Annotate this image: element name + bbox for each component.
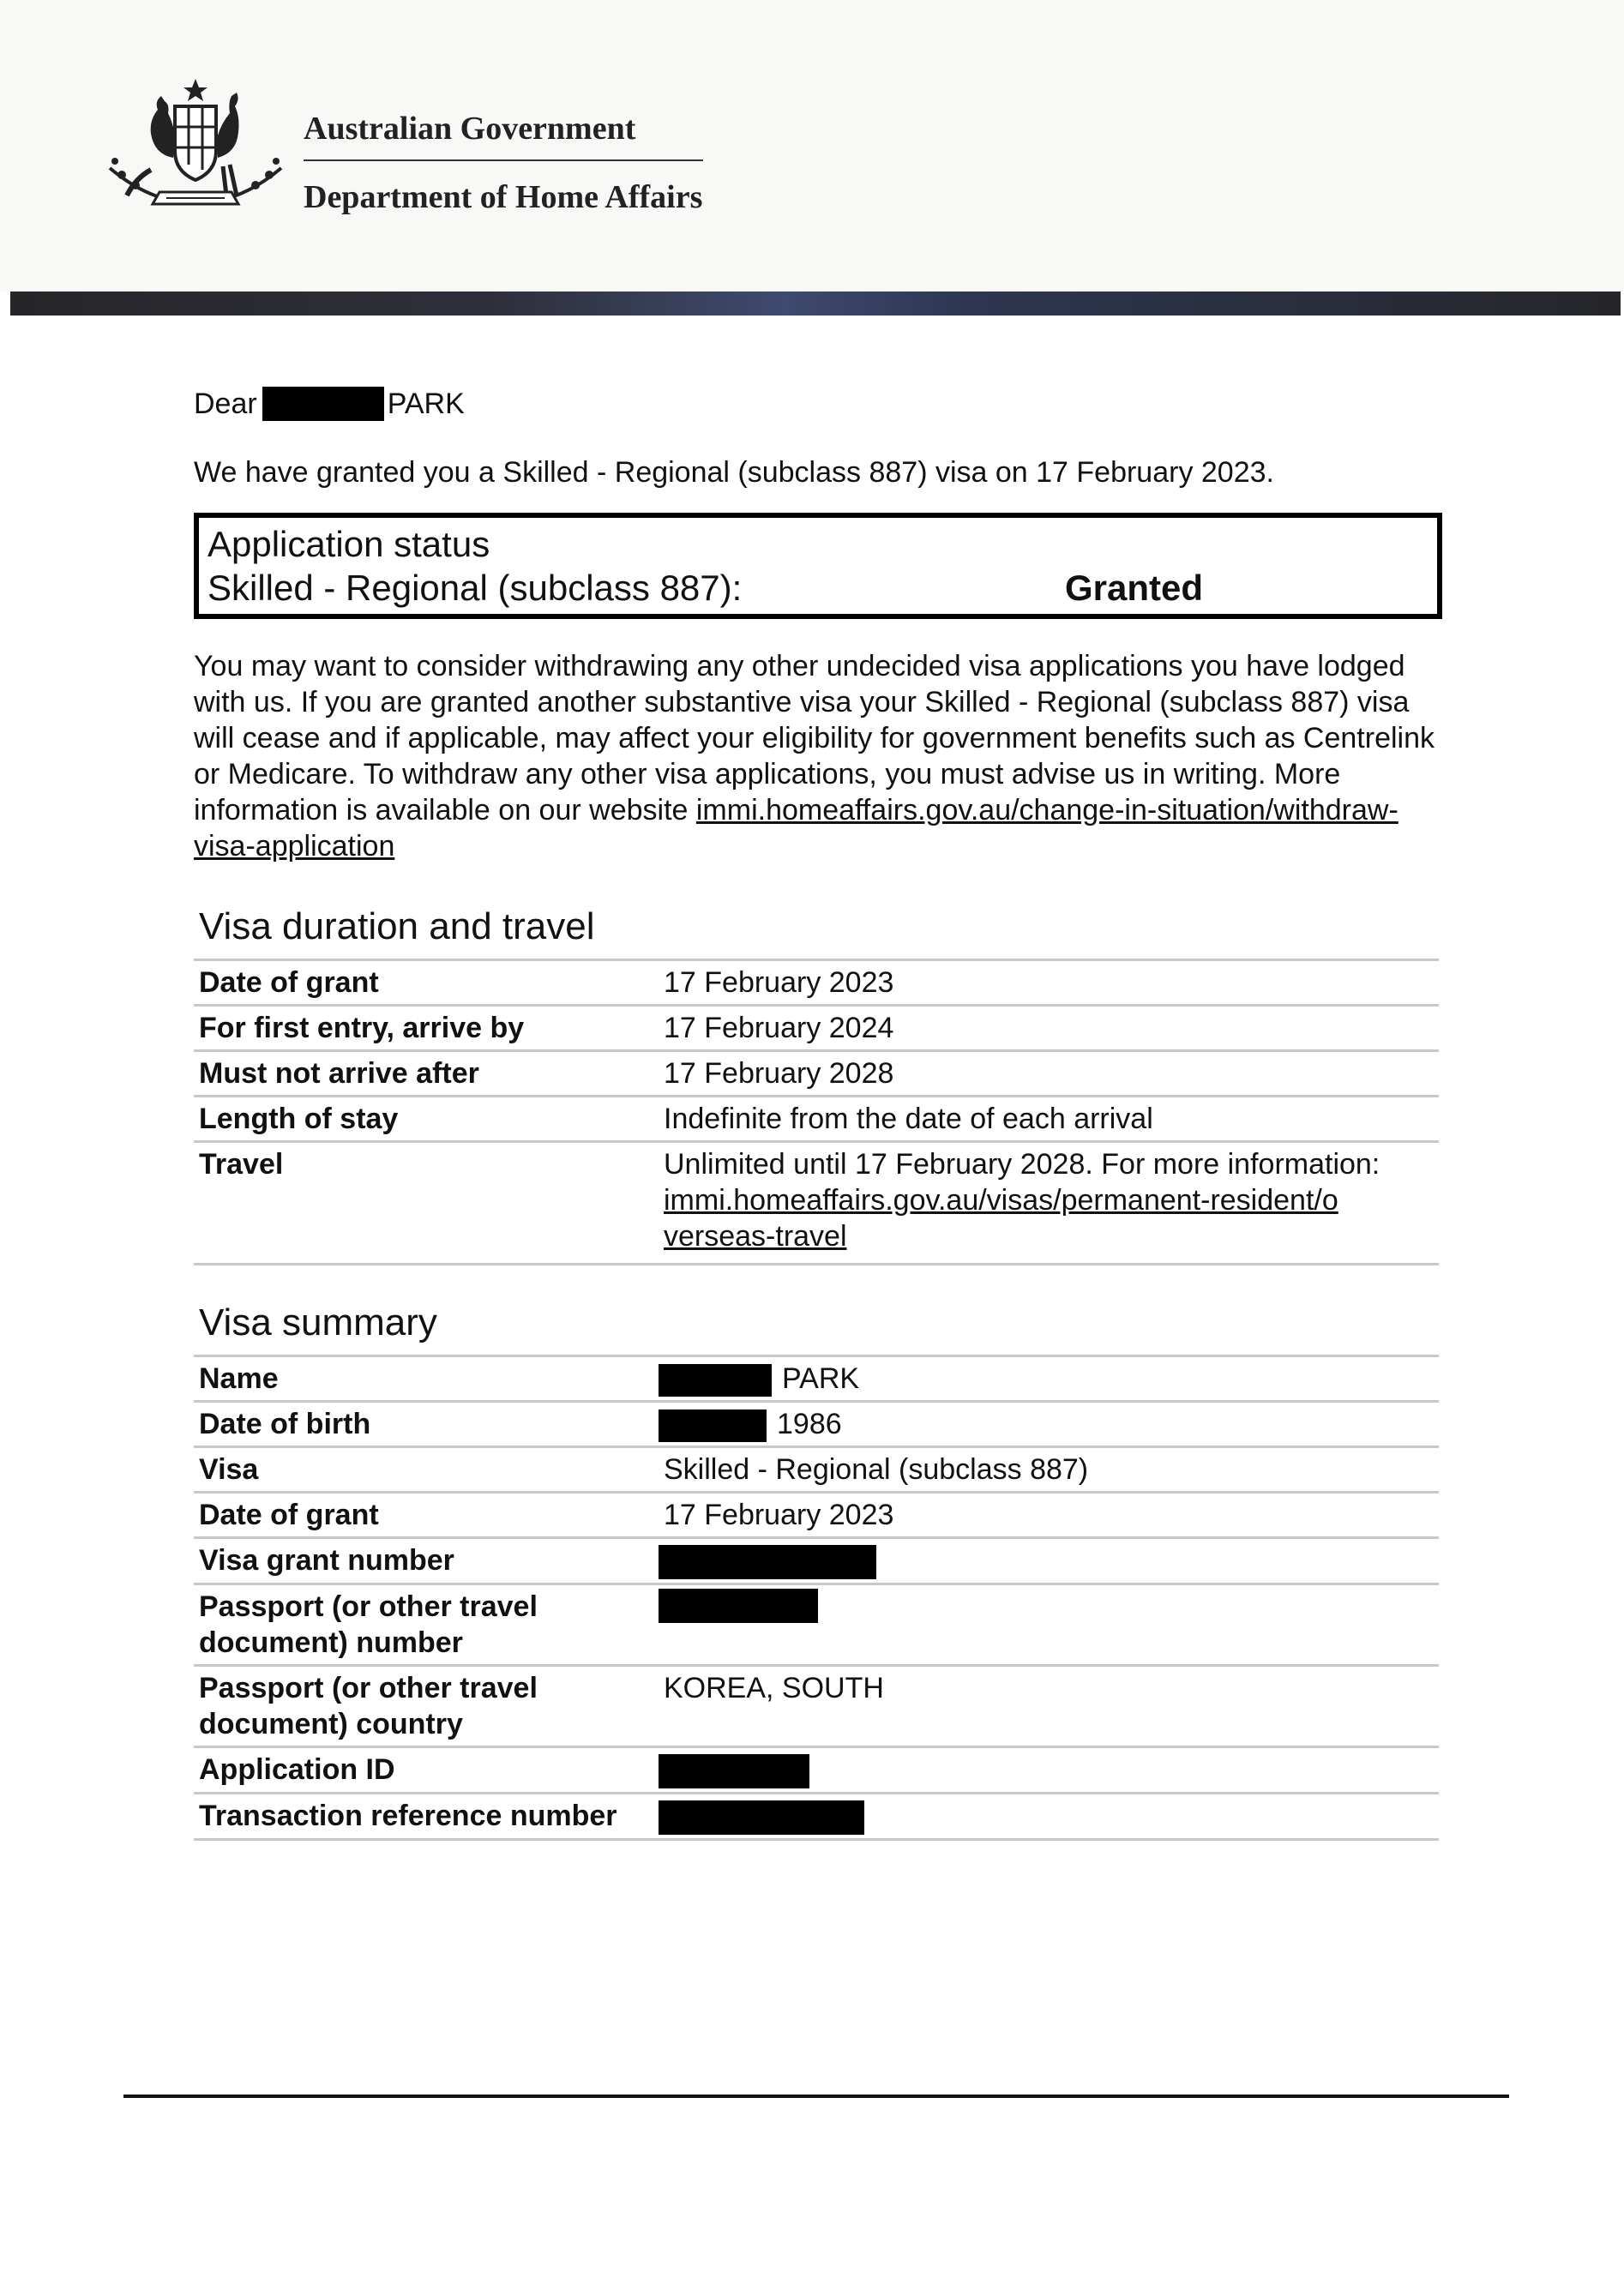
row-value: KOREA, SOUTH [653, 1666, 1439, 1747]
redacted-given-name [262, 387, 384, 421]
grant-intro: We have granted you a Skilled - Regional (subclass 887) visa on 17 February 2023. [194, 456, 1274, 489]
overseas-travel-link[interactable]: immi.homeaffairs.gov.au/visas/permanent-resident/overseas-travel [664, 1184, 1338, 1253]
visa-summary-table [194, 1355, 1439, 1841]
withdraw-advice-text: You may want to consider withdrawing any other undecided visa applications you have lodged with us. If you are granted another substantive visa your Skilled - Regional (subclass 887) visa will cease and if applicable, may affect your eligibility for government benefits such as Centrelink or Medicare. To withdraw any other visa applications, you must advise us in writing. More information is available on our website [194, 650, 1435, 826]
redacted-visa-grant-number [659, 1545, 876, 1579]
footer-rule [123, 2095, 1509, 2098]
row-value: Skilled - Regional (subclass 887) [653, 1447, 1439, 1493]
table-row [194, 1447, 1439, 1493]
withdraw-advice [194, 648, 1439, 864]
travel-text: Unlimited until 17 February 2028. For more information: [664, 1148, 1380, 1181]
row-value [653, 1747, 1439, 1794]
table-row [194, 1097, 1439, 1142]
row-value [653, 1538, 1439, 1584]
row-value [653, 1142, 1439, 1265]
application-status-box [194, 513, 1442, 619]
row-value: 17 February 2024 [653, 1006, 1439, 1051]
status-line [208, 566, 1429, 610]
row-label: Date of grant [194, 1493, 653, 1538]
redacted-application-id [659, 1754, 809, 1788]
row-label: Length of stay [194, 1097, 653, 1142]
table-row [194, 1538, 1439, 1584]
redacted-birth-day-month [659, 1409, 767, 1442]
row-label: Visa [194, 1447, 653, 1493]
visa-duration-title: Visa duration and travel [199, 905, 595, 947]
table-row [194, 1584, 1439, 1666]
row-label: For first entry, arrive by [194, 1006, 653, 1051]
table-row [194, 1666, 1439, 1747]
row-value [653, 1356, 1439, 1402]
row-label: Name [194, 1356, 653, 1402]
letter-body [194, 384, 1439, 1841]
row-label: Must not arrive after [194, 1051, 653, 1097]
letterhead [0, 0, 1624, 292]
visa-duration-table [194, 959, 1439, 1265]
name-surname: PARK [782, 1362, 860, 1395]
table-row [194, 1493, 1439, 1538]
row-label: Passport (or other travel document) country [194, 1666, 653, 1747]
table-row [194, 1356, 1439, 1402]
row-label: Date of birth [194, 1402, 653, 1447]
row-label: Date of grant [194, 960, 653, 1006]
redacted-transaction-reference [659, 1800, 864, 1835]
row-value: 17 February 2028 [653, 1051, 1439, 1097]
row-value [653, 1794, 1439, 1840]
redacted-passport-number [659, 1589, 818, 1623]
withdraw-visa-link[interactable]: immi.homeaffairs.gov.au/change-in-situation/withdraw-visa-application [194, 794, 1398, 863]
table-row [194, 1402, 1439, 1447]
table-row [194, 1794, 1439, 1840]
salutation [194, 384, 1439, 424]
row-value [653, 1584, 1439, 1666]
table-row [194, 960, 1439, 1006]
header-band [10, 292, 1621, 316]
table-row [194, 1142, 1439, 1265]
salutation-surname: PARK [387, 387, 465, 420]
salutation-word: Dear [194, 387, 257, 420]
row-value: 17 February 2023 [653, 960, 1439, 1006]
row-label: Passport (or other travel document) number [194, 1584, 653, 1666]
row-value: Indefinite from the date of each arrival [653, 1097, 1439, 1142]
row-label: Travel [194, 1142, 653, 1265]
table-row [194, 1006, 1439, 1051]
row-label: Visa grant number [194, 1538, 653, 1584]
status-badge: Granted [1065, 568, 1204, 608]
status-visa: Skilled - Regional (subclass 887): [208, 568, 743, 608]
department-name: Department of Home Affairs [304, 179, 703, 215]
redacted-given-name [659, 1364, 772, 1397]
table-row [194, 1747, 1439, 1794]
row-value: 17 February 2023 [653, 1493, 1439, 1538]
row-value [653, 1402, 1439, 1447]
row-label: Transaction reference number [194, 1794, 653, 1840]
status-heading: Application status [208, 524, 490, 564]
table-row [194, 1051, 1439, 1097]
org-name: Australian Government [304, 110, 703, 161]
birth-year: 1986 [777, 1408, 842, 1441]
row-label: Application ID [194, 1747, 653, 1794]
coat-of-arms-icon [101, 75, 290, 221]
visa-summary-title: Visa summary [199, 1301, 437, 1343]
